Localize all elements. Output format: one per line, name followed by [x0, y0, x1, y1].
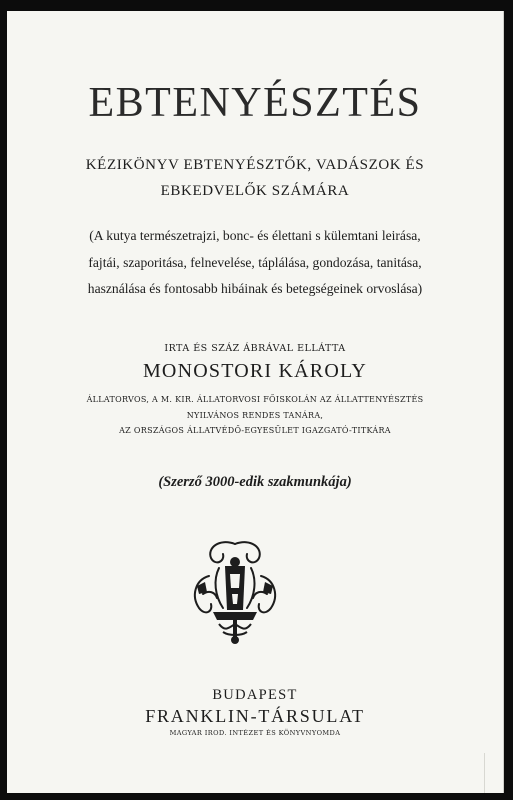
subtitle-line-1: KÉZIKÖNYV EBTENYÉSZTŐK, VADÁSZOK ÉS — [85, 157, 425, 173]
author-credential-1: ÁLLATORVOS, A M. KIR. ÁLLATORVOSI FŐISKOLÁN AZ ÁLLATTENYÉSZTÉS — [86, 395, 424, 404]
description-line-1: (A kutya természetrajzi, bonc- és élettani s külemtani leirása, — [89, 228, 421, 243]
publisher-name: FRANKLIN-TÁRSULAT — [145, 706, 365, 726]
subtitle-line-2: EBKEDVELŐK SZÁMÁRA — [160, 183, 350, 199]
byline: IRTA ÉS SZÁZ ÁBRÁVAL ELLÁTTA — [164, 343, 346, 354]
description-line-2: fajtái, szaporitása, felnevelése, táplálása, gondozása, tanitása, — [88, 255, 422, 270]
description-line-3: használása és fontosabb hibáinak és betegségeinek orvoslása) — [87, 281, 423, 296]
page-fold — [484, 753, 503, 793]
author-credential-3: AZ ORSZÁGOS ÁLLATVÉDŐ-EGYESÜLET IGAZGATÓ-TITKÁRA — [119, 426, 391, 435]
title-page — [7, 11, 504, 793]
printing-house: MAGYAR IROD. INTÉZET ÉS KÖNYVNYOMDA — [169, 729, 341, 737]
author-credential-2: NYILVÁNOS RENDES TANÁRA, — [186, 411, 324, 420]
author-name: MONOSTORI KÁROLY — [142, 360, 368, 382]
book-title: EBTENYÉSZTÉS — [88, 80, 422, 126]
publisher-emblem-icon — [189, 536, 281, 646]
author-note: (Szerző 3000-edik szakmunkája) — [158, 474, 352, 490]
publication-city: BUDAPEST — [212, 687, 298, 703]
